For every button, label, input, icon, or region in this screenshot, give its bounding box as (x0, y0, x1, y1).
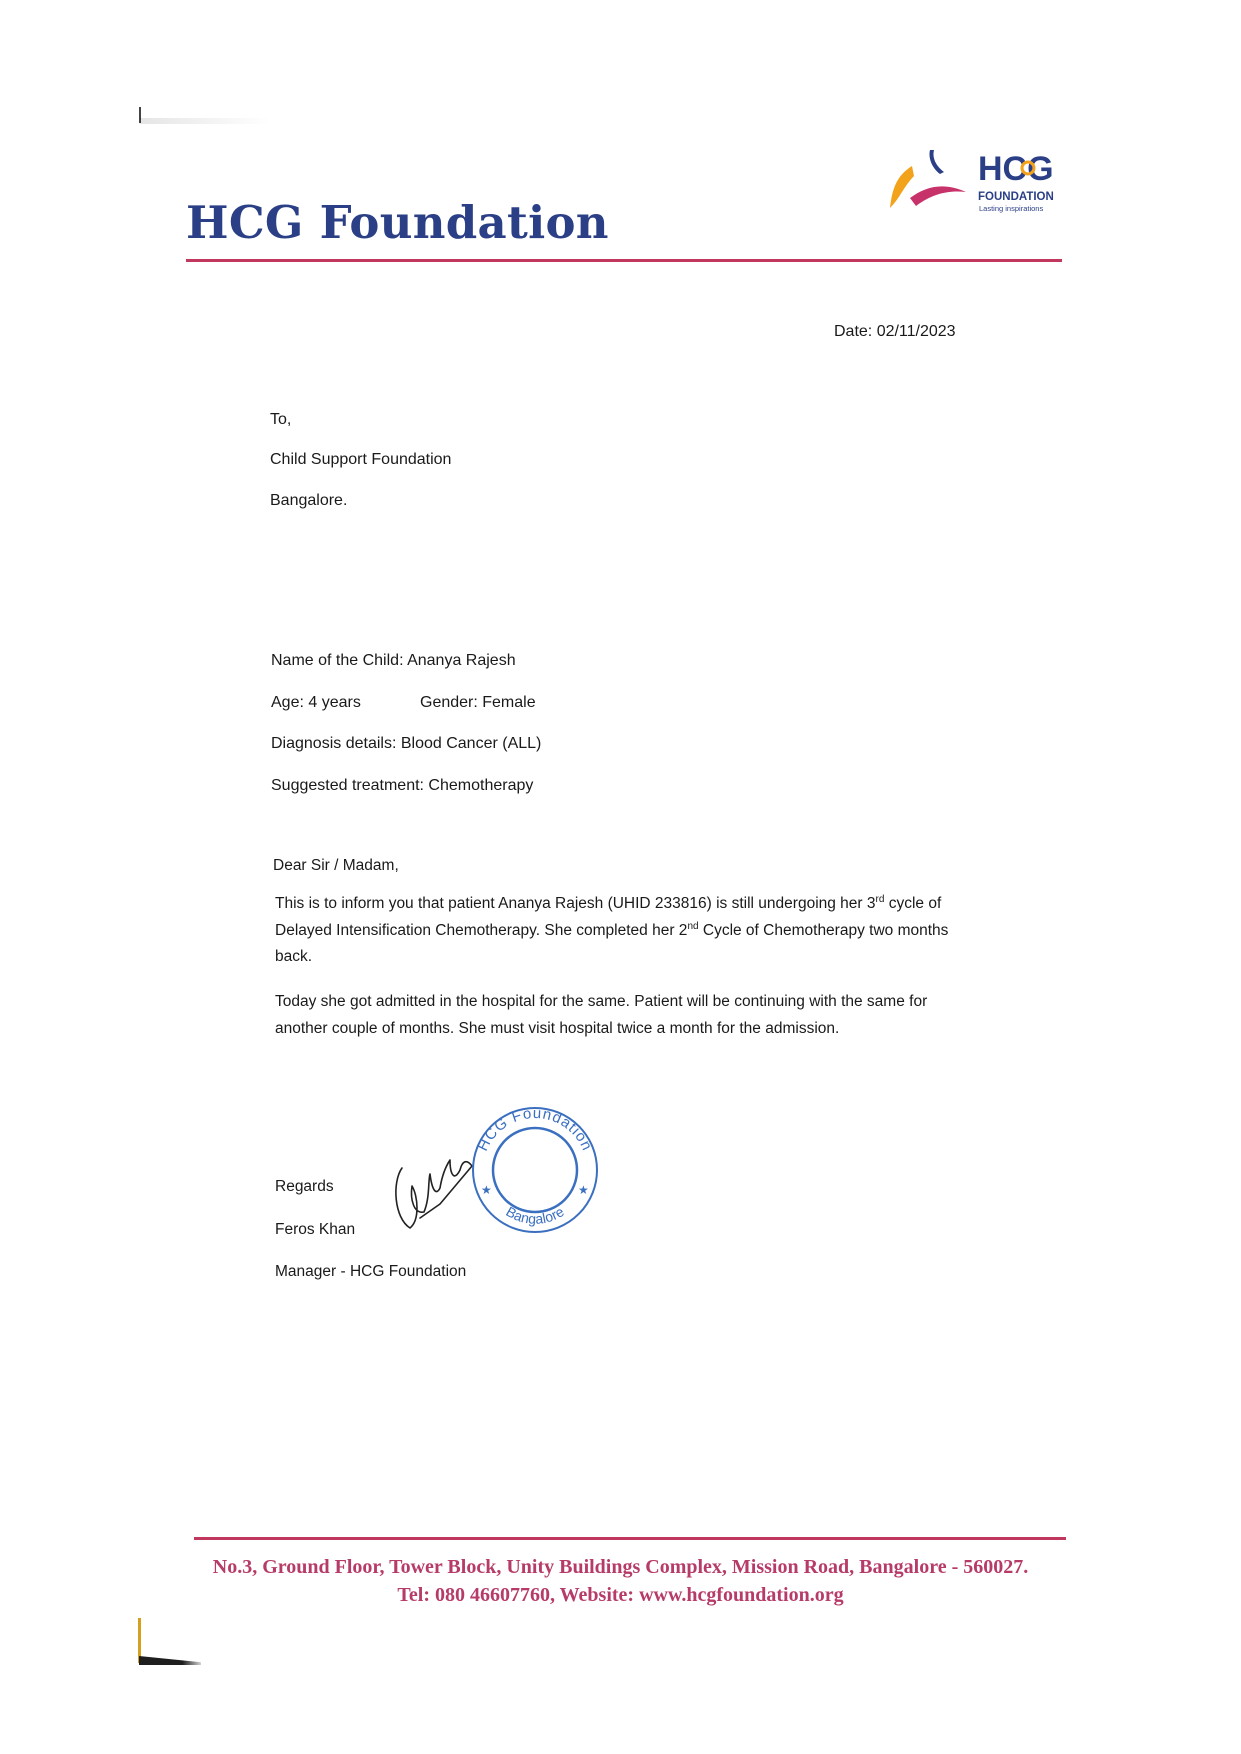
suggested-treatment: Suggested treatment: Chemotherapy (271, 777, 534, 794)
footer-divider (194, 1537, 1066, 1540)
logo-wordmark-text: HCG (978, 150, 1054, 188)
footer-address: No.3, Ground Floor, Tower Block, Unity Buildings Complex, Mission Road, Bangalore - 560027. (212, 1556, 1029, 1578)
logo-wordmark (978, 150, 1054, 188)
recipient-to: To, (270, 411, 292, 428)
logo-subtitle: FOUNDATION (978, 191, 1054, 203)
scan-artifact-corner-edge (139, 1656, 201, 1665)
child-age: Age: 4 years (271, 694, 361, 711)
body-text: This is to inform you that patient Ananya Rajesh (UHID 233816) is still undergoing her 3 (275, 895, 876, 913)
body-paragraph-1-line-1 (275, 894, 941, 913)
svg-text:HCG Foundation (474, 1105, 596, 1154)
svg-text:Bangalore (503, 1203, 567, 1227)
recipient-name: Child Support Foundation (270, 451, 452, 468)
logo-blue-stroke (929, 150, 944, 174)
recipient-city: Bangalore. (270, 492, 348, 509)
body-text: Cycle of Chemotherapy two months (698, 922, 949, 940)
stamp-star-icon: ★ (481, 1183, 492, 1197)
letter-date: Date: 02/11/2023 (834, 323, 956, 340)
handwritten-signature (396, 1160, 472, 1228)
org-heading: HCG Foundation (186, 196, 609, 249)
signoff-regards: Regards (275, 1178, 334, 1195)
body-paragraph-2-line-2: another couple of months. She must visit hospital twice a month for the admission. (275, 1020, 840, 1037)
logo-tagline: Lasting inspirations (979, 204, 1044, 213)
body-paragraph-1-line-3: back. (275, 948, 313, 965)
signoff-title: Manager - HCG Foundation (275, 1263, 467, 1280)
child-gender: Gender: Female (420, 694, 536, 711)
ordinal-suffix: nd (687, 921, 699, 932)
stamp-star-icon: ★ (578, 1183, 589, 1197)
scan-artifact-shadow (140, 118, 270, 124)
footer-contact: Tel: 080 46607760, Website: www.hcgfoundation.org (397, 1584, 844, 1606)
salutation: Dear Sir / Madam, (273, 857, 399, 874)
signoff-name: Feros Khan (275, 1221, 356, 1238)
body-paragraph-2-line-1: Today she got admitted in the hospital for the same. Patient will be continuing with the same for (275, 993, 928, 1010)
ordinal-suffix: rd (875, 894, 885, 905)
stamp-bottom-text: Bangalore (503, 1203, 567, 1227)
body-text: cycle of (884, 895, 942, 913)
body-paragraph-1-line-2 (275, 921, 948, 940)
logo-pink-swoosh (910, 186, 966, 206)
child-name: Name of the Child: Ananya Rajesh (271, 652, 516, 669)
logo-orange-swoosh (890, 166, 914, 208)
signature-stamp-area (380, 1100, 610, 1250)
header-divider (186, 259, 1062, 262)
hcg-foundation-logo (882, 146, 1067, 222)
body-text: Delayed Intensification Chemotherapy. She completed her 2 (275, 922, 688, 940)
stamp-top-text: HCG Foundation (474, 1104, 596, 1154)
diagnosis-details: Diagnosis details: Blood Cancer (ALL) (271, 735, 542, 752)
